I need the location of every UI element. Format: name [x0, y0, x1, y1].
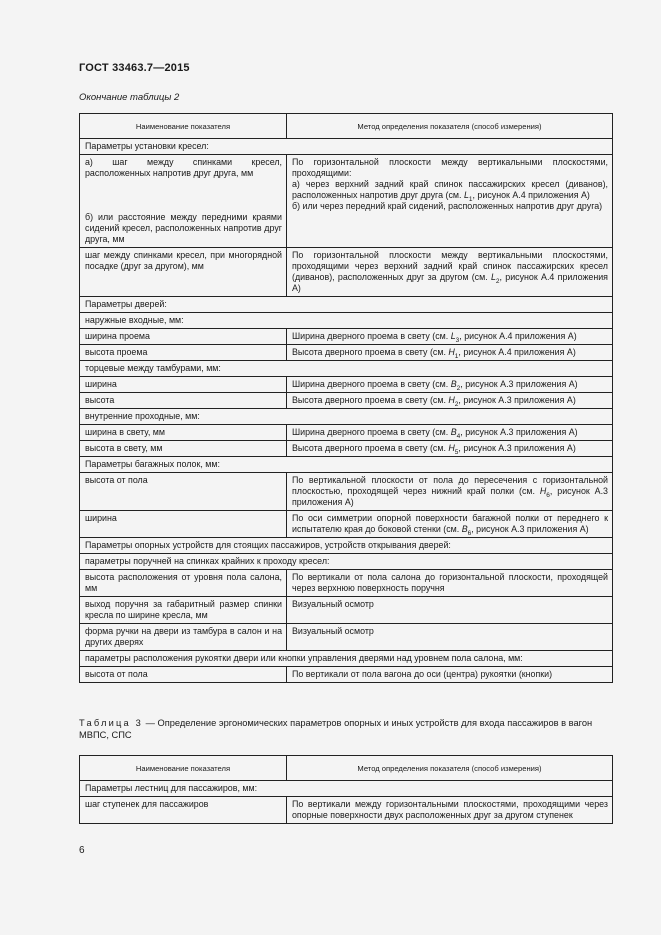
table-row: [80, 377, 613, 393]
table-header-row: [80, 756, 613, 781]
table-row: [80, 155, 613, 248]
table-header-row: [80, 114, 613, 139]
param-method: Визуальный осмотр: [287, 624, 613, 651]
table-row: [80, 425, 613, 441]
param-method: Высота дверного проема в свету (см. $H_1$, рисунок А.4 приложения А): [287, 345, 613, 361]
table-row: [80, 597, 613, 624]
group-row: параметры расположения рукоятки двери или кнопки управления дверями над уровнем пола салона, мм:: [80, 651, 613, 667]
col-header-name: Наименование показателя: [80, 114, 287, 139]
param-name: ширина: [80, 511, 287, 538]
param-method: По вертикальной плоскости от пола до пересечения с горизонтальной плоскостью, проходящей через нижний край полки (см. $H_6$, рисунок А.3 приложения А): [287, 473, 613, 511]
col-header-method: Метод определения показателя (способ измерения): [287, 756, 613, 781]
param-name: шаг между спинками кресел, при многорядной посадке (друг за другом), мм: [80, 248, 287, 297]
table-3: [79, 755, 613, 824]
table-row: [80, 624, 613, 651]
table-row: [80, 511, 613, 538]
group-row: параметры поручней на спинках крайних к проходу кресел:: [80, 554, 613, 570]
table-row: [80, 570, 613, 597]
table-row: [80, 441, 613, 457]
param-name: а) шаг между спинками кресел, расположенных напротив друг друга, мм б) или расстояние между передними краями сидений кресел, расположенных напротив друг друга, мм: [80, 155, 287, 248]
param-name: высота в свету, мм: [80, 441, 287, 457]
param-name: выход поручня за габаритный размер спинки кресла по ширине кресла, мм: [80, 597, 287, 624]
table-row: [80, 329, 613, 345]
col-header-method: Метод определения показателя (способ измерения): [287, 114, 613, 139]
param-method: По вертикали между горизонтальными плоскостями, проходящими через опорные поверхности двух расположенных друг за другом ступенек: [287, 797, 613, 824]
group-row: наружные входные, мм:: [80, 313, 613, 329]
group-row: Параметры установки кресел:: [80, 139, 613, 155]
group-row: внутренние проходные, мм:: [80, 409, 613, 425]
param-method: По оси симметрии опорной поверхности багажной полки от переднего к испытателю края до боковой стенки (см. $B_6$, рисунок А.3 приложения А): [287, 511, 613, 538]
group-row: Параметры багажных полок, мм:: [80, 457, 613, 473]
param-method: Высота дверного проема в свету (см. $H_5$, рисунок А.3 приложения А): [287, 441, 613, 457]
table-row: [80, 345, 613, 361]
param-method: По вертикали от пола салона до горизонтальной плоскости, проходящей через верхнюю поверхность поручня: [287, 570, 613, 597]
param-method: По вертикали от пола вагона до оси (центра) рукоятки (кнопки): [287, 667, 613, 683]
param-method: Ширина дверного проема в свету (см. $L_3$, рисунок А.4 приложения А): [287, 329, 613, 345]
table-row: [80, 797, 613, 824]
param-name: ширина проема: [80, 329, 287, 345]
param-method: Ширина дверного проема в свету (см. $B_2$, рисунок А.3 приложения А): [287, 377, 613, 393]
param-name: высота проема: [80, 345, 287, 361]
page-number: 6: [79, 845, 85, 856]
table-2: [79, 113, 613, 683]
group-row: Параметры лестниц для пассажиров, мм:: [80, 781, 613, 797]
param-name: высота от пола: [80, 473, 287, 511]
param-name: форма ручки на двери из тамбура в салон и на других дверях: [80, 624, 287, 651]
param-name: высота от пола: [80, 667, 287, 683]
param-name: ширина: [80, 377, 287, 393]
param-method: Визуальный осмотр: [287, 597, 613, 624]
group-row: торцевые между тамбурами, мм:: [80, 361, 613, 377]
group-row: Параметры опорных устройств для стоящих пассажиров, устройств открывания дверей:: [80, 538, 613, 554]
table-row: [80, 248, 613, 297]
table-row: [80, 393, 613, 409]
standard-header: ГОСТ 33463.7—2015: [79, 62, 190, 74]
param-name: ширина в свету, мм: [80, 425, 287, 441]
param-method: Ширина дверного проема в свету (см. $B_4$, рисунок А.3 приложения А): [287, 425, 613, 441]
table-caption: Окончание таблицы 2: [79, 92, 180, 103]
table-row: [80, 667, 613, 683]
param-name: шаг ступенек для пассажиров: [80, 797, 287, 824]
param-method: Высота дверного проема в свету (см. $H_2$, рисунок А.3 приложения А): [287, 393, 613, 409]
param-method: По горизонтальной плоскости между вертикальными плоскостями, проходящими: а) через верхний задний край спинок пассажирских кресел (диванов), расположенных напротив друг друга (см. $L_1$, рисунок А.4 приложения А) б) или через передний край сидений, расположенных напротив друг друга): [287, 155, 613, 248]
table-row: [80, 473, 613, 511]
table-3-caption: Таблица 3 — Определение эргономических параметров опорных и иных устройств для входа пассажиров в вагон МВПС, СПС: [79, 718, 593, 740]
group-row: Параметры дверей:: [80, 297, 613, 313]
param-method: По горизонтальной плоскости между вертикальными плоскостями, проходящими через верхний задний край спинок пассажирских кресел (диванов), расположенных друг за другом (см. $L_2$, рисунок А.4 приложения А): [287, 248, 613, 297]
col-header-name: Наименование показателя: [80, 756, 287, 781]
param-name: высота: [80, 393, 287, 409]
param-name: высота расположения от уровня пола салона, мм: [80, 570, 287, 597]
